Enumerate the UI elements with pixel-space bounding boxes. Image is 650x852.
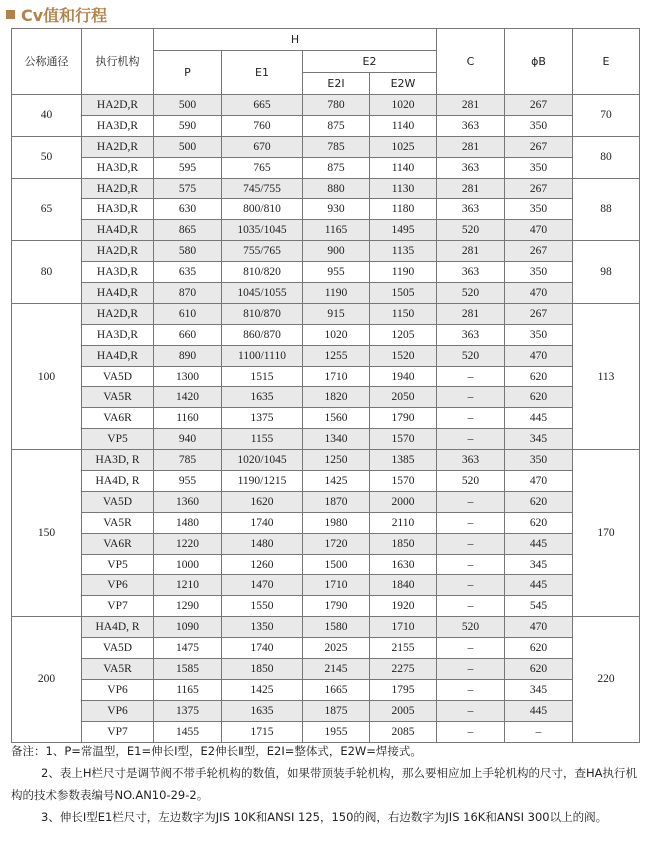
p-cell: 580 xyxy=(154,241,222,262)
table-row xyxy=(12,638,640,659)
e1-cell: 810/870 xyxy=(222,303,303,324)
e1-cell: 1850 xyxy=(222,659,303,680)
p-cell: 1455 xyxy=(154,721,222,742)
e1-cell: 1045/1055 xyxy=(222,283,303,304)
e2w-cell: 1025 xyxy=(370,136,437,157)
note-1: 备注：1、P=常温型，E1=伸长Ⅰ型，E2伸长Ⅱ型，E2Ⅰ=整体式，E2W=焊接式。 xyxy=(11,744,422,758)
e2w-cell: 2275 xyxy=(370,659,437,680)
e-cell: 113 xyxy=(573,303,640,449)
e1-cell: 1515 xyxy=(222,366,303,387)
e1-cell: 1635 xyxy=(222,387,303,408)
c-cell: – xyxy=(437,638,505,659)
table-row xyxy=(12,241,640,262)
table-row xyxy=(12,721,640,742)
e2i-cell: 1425 xyxy=(303,471,370,492)
c-cell: 281 xyxy=(437,178,505,199)
p-cell: 1090 xyxy=(154,617,222,638)
actuator-cell: HA3D,R xyxy=(82,262,154,283)
header-c: C xyxy=(437,29,505,95)
e1-cell: 1715 xyxy=(222,721,303,742)
table-row xyxy=(12,575,640,596)
e1-cell: 670 xyxy=(222,136,303,157)
table-row xyxy=(12,700,640,721)
actuator-cell: HA3D,R xyxy=(82,324,154,345)
phib-cell: 620 xyxy=(505,387,573,408)
phib-cell: 267 xyxy=(505,178,573,199)
e2w-cell: 1495 xyxy=(370,220,437,241)
e1-cell: 1020/1045 xyxy=(222,450,303,471)
e2w-cell: 2085 xyxy=(370,721,437,742)
e2i-cell: 1710 xyxy=(303,575,370,596)
c-cell: 281 xyxy=(437,241,505,262)
p-cell: 870 xyxy=(154,283,222,304)
actuator-cell: VP5 xyxy=(82,429,154,450)
phib-cell: 470 xyxy=(505,283,573,304)
e2i-cell: 1870 xyxy=(303,491,370,512)
e1-cell: 1480 xyxy=(222,533,303,554)
e-cell: 70 xyxy=(573,95,640,137)
table-row xyxy=(12,429,640,450)
e2w-cell: 1205 xyxy=(370,324,437,345)
header-e: E xyxy=(573,29,640,95)
e1-cell: 1635 xyxy=(222,700,303,721)
e1-cell: 1620 xyxy=(222,491,303,512)
table-row xyxy=(12,199,640,220)
p-cell: 1475 xyxy=(154,638,222,659)
phib-cell: 545 xyxy=(505,596,573,617)
table-row xyxy=(12,220,640,241)
e2w-cell: 1840 xyxy=(370,575,437,596)
e2w-cell: 1795 xyxy=(370,679,437,700)
p-cell: 630 xyxy=(154,199,222,220)
phib-cell: 345 xyxy=(505,429,573,450)
p-cell: 1165 xyxy=(154,679,222,700)
c-cell: 520 xyxy=(437,471,505,492)
e2w-cell: 1505 xyxy=(370,283,437,304)
e2i-cell: 1255 xyxy=(303,345,370,366)
e2i-cell: 875 xyxy=(303,115,370,136)
phib-cell: 470 xyxy=(505,617,573,638)
phib-cell: 350 xyxy=(505,199,573,220)
e2i-cell: 1580 xyxy=(303,617,370,638)
table-row xyxy=(12,115,640,136)
notes-section xyxy=(11,740,639,828)
phib-cell: 350 xyxy=(505,324,573,345)
c-cell: – xyxy=(437,429,505,450)
table-row xyxy=(12,450,640,471)
actuator-cell: HA2D,R xyxy=(82,178,154,199)
e2i-cell: 930 xyxy=(303,199,370,220)
e-cell: 88 xyxy=(573,178,640,241)
e2w-cell: 1850 xyxy=(370,533,437,554)
actuator-cell: HA3D, R xyxy=(82,450,154,471)
c-cell: 281 xyxy=(437,136,505,157)
phib-cell: 620 xyxy=(505,638,573,659)
p-cell: 1420 xyxy=(154,387,222,408)
e2w-cell: 1710 xyxy=(370,617,437,638)
actuator-cell: HA2D,R xyxy=(82,136,154,157)
phib-cell: 267 xyxy=(505,95,573,116)
e-cell: 98 xyxy=(573,241,640,304)
c-cell: – xyxy=(437,575,505,596)
e2w-cell: 1940 xyxy=(370,366,437,387)
table-row xyxy=(12,136,640,157)
e1-cell: 1155 xyxy=(222,429,303,450)
p-cell: 595 xyxy=(154,157,222,178)
actuator-cell: HA2D,R xyxy=(82,303,154,324)
phib-cell: 267 xyxy=(505,303,573,324)
header-e2i: E2Ⅰ xyxy=(303,73,370,95)
actuator-cell: HA3D,R xyxy=(82,199,154,220)
table-row xyxy=(12,554,640,575)
e1-cell: 810/820 xyxy=(222,262,303,283)
header-e2: E2 xyxy=(303,51,437,73)
phib-cell: 350 xyxy=(505,157,573,178)
p-cell: 940 xyxy=(154,429,222,450)
e2i-cell: 2025 xyxy=(303,638,370,659)
actuator-cell: VP5 xyxy=(82,554,154,575)
e2i-cell: 2145 xyxy=(303,659,370,680)
note-3: 3、伸长Ⅰ型E1栏尺寸，左边数字为JIS 10K和ANSI 125，150的阀，右边数字为JIS 16K和ANSI 300以上的阀。 xyxy=(41,810,608,824)
table-row xyxy=(12,178,640,199)
e2i-cell: 875 xyxy=(303,157,370,178)
c-cell: – xyxy=(437,721,505,742)
phib-cell: 350 xyxy=(505,262,573,283)
phib-cell: 445 xyxy=(505,408,573,429)
actuator-cell: HA2D,R xyxy=(82,95,154,116)
c-cell: 520 xyxy=(437,345,505,366)
c-cell: – xyxy=(437,679,505,700)
phib-cell: 620 xyxy=(505,659,573,680)
e2w-cell: 2050 xyxy=(370,387,437,408)
actuator-cell: VA5R xyxy=(82,659,154,680)
p-cell: 1220 xyxy=(154,533,222,554)
c-cell: – xyxy=(437,700,505,721)
c-cell: – xyxy=(437,512,505,533)
e1-cell: 800/810 xyxy=(222,199,303,220)
e2w-cell: 2155 xyxy=(370,638,437,659)
p-cell: 1000 xyxy=(154,554,222,575)
e2w-cell: 1385 xyxy=(370,450,437,471)
e2w-cell: 1570 xyxy=(370,471,437,492)
actuator-cell: HA2D,R xyxy=(82,241,154,262)
dn-cell: 100 xyxy=(12,303,82,449)
header-e2w: E2W xyxy=(370,73,437,95)
table-row xyxy=(12,471,640,492)
dn-cell: 50 xyxy=(12,136,82,178)
c-cell: 281 xyxy=(437,303,505,324)
c-cell: 363 xyxy=(437,157,505,178)
header-phib: ϕB xyxy=(505,29,573,95)
phib-cell: 345 xyxy=(505,554,573,575)
dn-cell: 65 xyxy=(12,178,82,241)
e2i-cell: 955 xyxy=(303,262,370,283)
c-cell: – xyxy=(437,596,505,617)
header-dn: 公称通径 xyxy=(12,29,82,95)
dn-cell: 80 xyxy=(12,241,82,304)
actuator-cell: VP6 xyxy=(82,679,154,700)
e2i-cell: 1560 xyxy=(303,408,370,429)
c-cell: 363 xyxy=(437,324,505,345)
actuator-cell: VA5D xyxy=(82,491,154,512)
e2w-cell: 2110 xyxy=(370,512,437,533)
phib-cell: – xyxy=(505,721,573,742)
e2w-cell: 1135 xyxy=(370,241,437,262)
header-actuator: 执行机构 xyxy=(82,29,154,95)
e1-cell: 1550 xyxy=(222,596,303,617)
e2w-cell: 1180 xyxy=(370,199,437,220)
phib-cell: 350 xyxy=(505,450,573,471)
table-row xyxy=(12,95,640,116)
p-cell: 955 xyxy=(154,471,222,492)
table-row xyxy=(12,679,640,700)
actuator-cell: HA4D,R xyxy=(82,345,154,366)
actuator-cell: VA5D xyxy=(82,366,154,387)
e2i-cell: 915 xyxy=(303,303,370,324)
p-cell: 635 xyxy=(154,262,222,283)
actuator-cell: HA3D,R xyxy=(82,157,154,178)
header-h: H xyxy=(154,29,437,51)
table-row xyxy=(12,345,640,366)
c-cell: – xyxy=(437,387,505,408)
p-cell: 610 xyxy=(154,303,222,324)
p-cell: 890 xyxy=(154,345,222,366)
actuator-cell: VP6 xyxy=(82,575,154,596)
phib-cell: 470 xyxy=(505,471,573,492)
p-cell: 1585 xyxy=(154,659,222,680)
c-cell: 363 xyxy=(437,262,505,283)
c-cell: – xyxy=(437,408,505,429)
table-row xyxy=(12,157,640,178)
p-cell: 575 xyxy=(154,178,222,199)
e1-cell: 1740 xyxy=(222,638,303,659)
e2i-cell: 1340 xyxy=(303,429,370,450)
c-cell: 281 xyxy=(437,95,505,116)
e2i-cell: 1710 xyxy=(303,366,370,387)
c-cell: 363 xyxy=(437,450,505,471)
dn-cell: 200 xyxy=(12,617,82,742)
table-row xyxy=(12,283,640,304)
c-cell: – xyxy=(437,554,505,575)
e2w-cell: 1630 xyxy=(370,554,437,575)
e2w-cell: 2000 xyxy=(370,491,437,512)
phib-cell: 267 xyxy=(505,241,573,262)
e1-cell: 1740 xyxy=(222,512,303,533)
table-row xyxy=(12,596,640,617)
actuator-cell: HA4D, R xyxy=(82,617,154,638)
table-row xyxy=(12,262,640,283)
table-row xyxy=(12,533,640,554)
c-cell: – xyxy=(437,366,505,387)
e1-cell: 1260 xyxy=(222,554,303,575)
e1-cell: 1100/1110 xyxy=(222,345,303,366)
p-cell: 1360 xyxy=(154,491,222,512)
p-cell: 1160 xyxy=(154,408,222,429)
table-row xyxy=(12,659,640,680)
actuator-cell: VP7 xyxy=(82,596,154,617)
table-row xyxy=(12,324,640,345)
phib-cell: 445 xyxy=(505,700,573,721)
e2w-cell: 1920 xyxy=(370,596,437,617)
e1-cell: 1375 xyxy=(222,408,303,429)
e2i-cell: 1720 xyxy=(303,533,370,554)
e2w-cell: 1520 xyxy=(370,345,437,366)
actuator-cell: VP6 xyxy=(82,700,154,721)
p-cell: 1300 xyxy=(154,366,222,387)
e1-cell: 860/870 xyxy=(222,324,303,345)
e2i-cell: 1790 xyxy=(303,596,370,617)
actuator-cell: VA5R xyxy=(82,387,154,408)
e2w-cell: 1790 xyxy=(370,408,437,429)
dimensions-table xyxy=(11,28,640,743)
e2w-cell: 1020 xyxy=(370,95,437,116)
table-row xyxy=(12,366,640,387)
p-cell: 660 xyxy=(154,324,222,345)
e2w-cell: 2005 xyxy=(370,700,437,721)
p-cell: 590 xyxy=(154,115,222,136)
c-cell: – xyxy=(437,533,505,554)
c-cell: 363 xyxy=(437,115,505,136)
header-p: P xyxy=(154,51,222,95)
section-title xyxy=(6,4,107,24)
p-cell: 500 xyxy=(154,95,222,116)
e2i-cell: 1820 xyxy=(303,387,370,408)
actuator-cell: HA4D,R xyxy=(82,283,154,304)
e2w-cell: 1140 xyxy=(370,157,437,178)
c-cell: – xyxy=(437,491,505,512)
e2i-cell: 1875 xyxy=(303,700,370,721)
p-cell: 785 xyxy=(154,450,222,471)
p-cell: 1290 xyxy=(154,596,222,617)
e1-cell: 765 xyxy=(222,157,303,178)
phib-cell: 267 xyxy=(505,136,573,157)
phib-cell: 620 xyxy=(505,366,573,387)
actuator-cell: VP7 xyxy=(82,721,154,742)
phib-cell: 620 xyxy=(505,491,573,512)
table-row xyxy=(12,617,640,638)
actuator-cell: HA3D,R xyxy=(82,115,154,136)
phib-cell: 345 xyxy=(505,679,573,700)
square-bullet-icon xyxy=(6,10,15,19)
e2i-cell: 1165 xyxy=(303,220,370,241)
phib-cell: 470 xyxy=(505,345,573,366)
table-row xyxy=(12,303,640,324)
e2i-cell: 900 xyxy=(303,241,370,262)
dn-cell: 150 xyxy=(12,450,82,617)
p-cell: 1480 xyxy=(154,512,222,533)
e2w-cell: 1140 xyxy=(370,115,437,136)
p-cell: 1375 xyxy=(154,700,222,721)
e2i-cell: 880 xyxy=(303,178,370,199)
e2w-cell: 1570 xyxy=(370,429,437,450)
actuator-cell: HA4D, R xyxy=(82,471,154,492)
e1-cell: 1350 xyxy=(222,617,303,638)
e1-cell: 755/765 xyxy=(222,241,303,262)
header-e1: E1 xyxy=(222,51,303,95)
phib-cell: 470 xyxy=(505,220,573,241)
note-2: 2、表上H栏尺寸是调节阀不带手轮机构的数值，如果带顶装手轮机构，那么要相应加上手轮机构的尺寸，查HA执行机构的技术参数表编号NO.AN10-29-2。 xyxy=(11,766,637,802)
phib-cell: 445 xyxy=(505,575,573,596)
e2i-cell: 1955 xyxy=(303,721,370,742)
table-row xyxy=(12,512,640,533)
actuator-cell: VA6R xyxy=(82,533,154,554)
e2i-cell: 1665 xyxy=(303,679,370,700)
e1-cell: 1470 xyxy=(222,575,303,596)
actuator-cell: VA6R xyxy=(82,408,154,429)
phib-cell: 445 xyxy=(505,533,573,554)
p-cell: 865 xyxy=(154,220,222,241)
section-title-text: Cv值和行程 xyxy=(21,5,108,25)
e-cell: 220 xyxy=(573,617,640,742)
e2w-cell: 1150 xyxy=(370,303,437,324)
table-row xyxy=(12,491,640,512)
c-cell: 520 xyxy=(437,283,505,304)
e1-cell: 760 xyxy=(222,115,303,136)
p-cell: 500 xyxy=(154,136,222,157)
e2w-cell: 1190 xyxy=(370,262,437,283)
c-cell: 520 xyxy=(437,220,505,241)
e2i-cell: 1020 xyxy=(303,324,370,345)
table-row xyxy=(12,408,640,429)
e2i-cell: 785 xyxy=(303,136,370,157)
e1-cell: 1035/1045 xyxy=(222,220,303,241)
table-row xyxy=(12,387,640,408)
actuator-cell: HA4D,R xyxy=(82,220,154,241)
actuator-cell: VA5R xyxy=(82,512,154,533)
phib-cell: 350 xyxy=(505,115,573,136)
e2i-cell: 1190 xyxy=(303,283,370,304)
e2i-cell: 780 xyxy=(303,95,370,116)
dn-cell: 40 xyxy=(12,95,82,137)
p-cell: 1210 xyxy=(154,575,222,596)
e2i-cell: 1500 xyxy=(303,554,370,575)
c-cell: 363 xyxy=(437,199,505,220)
e1-cell: 1425 xyxy=(222,679,303,700)
e2i-cell: 1250 xyxy=(303,450,370,471)
c-cell: – xyxy=(437,659,505,680)
actuator-cell: VA5D xyxy=(82,638,154,659)
c-cell: 520 xyxy=(437,617,505,638)
e-cell: 80 xyxy=(573,136,640,178)
e1-cell: 745/755 xyxy=(222,178,303,199)
e2w-cell: 1130 xyxy=(370,178,437,199)
e-cell: 170 xyxy=(573,450,640,617)
phib-cell: 620 xyxy=(505,512,573,533)
e1-cell: 1190/1215 xyxy=(222,471,303,492)
e1-cell: 665 xyxy=(222,95,303,116)
e2i-cell: 1980 xyxy=(303,512,370,533)
